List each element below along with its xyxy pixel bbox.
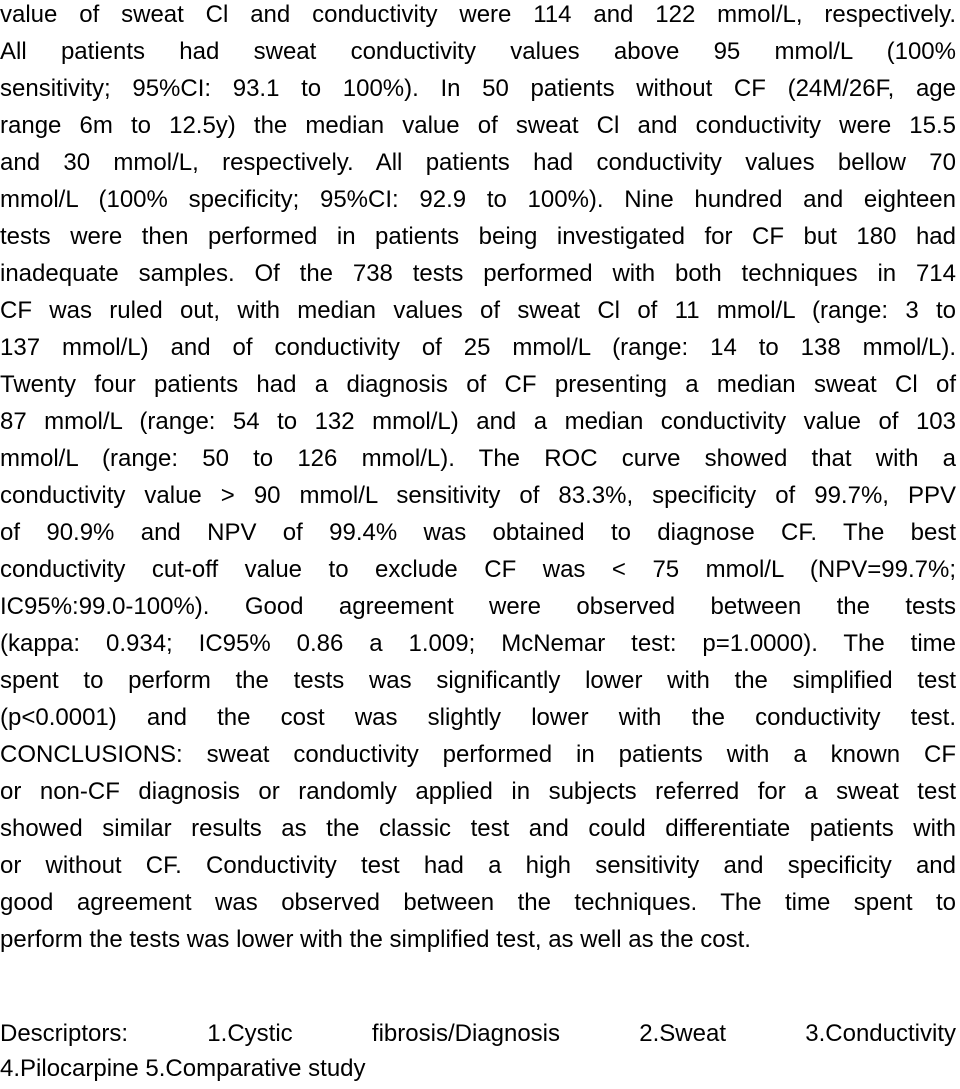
abstract-line: and 30 mmol/L, respectively. All patients had conductivity values bellow 70 [0, 149, 956, 176]
abstract-line: good agreement was observed between the techniques. The time spent to [0, 889, 956, 916]
abstract-line: All patients had sweat conductivity values above 95 mmol/L (100% [0, 38, 956, 65]
abstract-line: spent to perform the tests was significantly lower with the simplified test [0, 667, 956, 694]
abstract-line: value of sweat Cl and conductivity were 114 and 122 mmol/L, respectively. [0, 1, 956, 28]
descriptors-line: Descriptors: 1.Cystic fibrosis/Diagnosis 2.Sweat 3.Conductivity [0, 1020, 956, 1047]
abstract-line: CONCLUSIONS: sweat conductivity performed in patients with a known CF [0, 741, 956, 768]
abstract-line: CF was ruled out, with median values of sweat Cl of 11 mmol/L (range: 3 to [0, 297, 956, 324]
abstract-line: conductivity value > 90 mmol/L sensitivity of 83.3%, specificity of 99.7%, PPV [0, 482, 956, 509]
abstract-line: (p<0.0001) and the cost was slightly lower with the conductivity test. [0, 704, 956, 731]
abstract-line: (kappa: 0.934; IC95% 0.86 a 1.009; McNemar test: p=1.0000). The time [0, 630, 956, 657]
abstract-line: perform the tests was lower with the simplified test, as well as the cost. [0, 926, 751, 953]
abstract-line: of 90.9% and NPV of 99.4% was obtained to diagnose CF. The best [0, 519, 956, 546]
abstract-line: 137 mmol/L) and of conductivity of 25 mmol/L (range: 14 to 138 mmol/L). [0, 334, 956, 361]
abstract-line: mmol/L (range: 50 to 126 mmol/L). The ROC curve showed that with a [0, 445, 956, 472]
abstract-line: mmol/L (100% specificity; 95%CI: 92.9 to 100%). Nine hundred and eighteen [0, 186, 956, 213]
abstract-line: or without CF. Conductivity test had a high sensitivity and specificity and [0, 852, 956, 879]
abstract-line: or non-CF diagnosis or randomly applied in subjects referred for a sweat test [0, 778, 956, 805]
abstract-line: range 6m to 12.5y) the median value of sweat Cl and conductivity were 15.5 [0, 112, 956, 139]
abstract-line: tests were then performed in patients being investigated for CF but 180 had [0, 223, 956, 250]
descriptors-line: 4.Pilocarpine 5.Comparative study [0, 1055, 366, 1082]
abstract-line: IC95%:99.0-100%). Good agreement were observed between the tests [0, 593, 956, 620]
abstract-line: Twenty four patients had a diagnosis of CF presenting a median sweat Cl of [0, 371, 956, 398]
abstract-line: 87 mmol/L (range: 54 to 132 mmol/L) and a median conductivity value of 103 [0, 408, 956, 435]
abstract-line: showed similar results as the classic test and could differentiate patients with [0, 815, 956, 842]
abstract-line: sensitivity; 95%CI: 93.1 to 100%). In 50 patients without CF (24M/26F, age [0, 75, 956, 102]
abstract-line: inadequate samples. Of the 738 tests performed with both techniques in 714 [0, 260, 956, 287]
abstract-line: conductivity cut-off value to exclude CF was < 75 mmol/L (NPV=99.7%; [0, 556, 956, 583]
